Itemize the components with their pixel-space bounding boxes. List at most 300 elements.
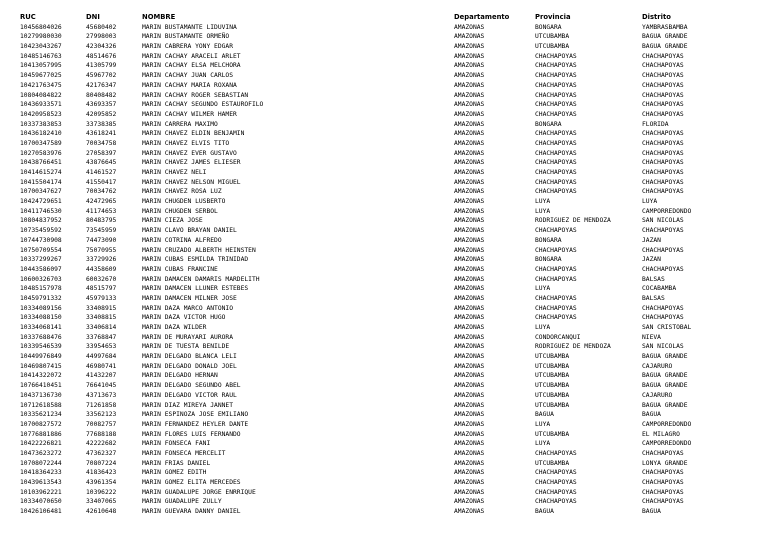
table-row — [20, 255, 760, 265]
distrito-cell: JAZAN — [642, 236, 661, 244]
ruc-cell: 10459791332 — [20, 294, 62, 302]
distrito-cell: FLORIDA — [642, 120, 669, 128]
distrito-cell: CHACHAPOYAS — [642, 265, 684, 273]
distrito-cell: BAGUA — [642, 411, 661, 419]
nombre-cell: MARIN BUSTAMANTE ORMEÑO — [142, 33, 230, 41]
nombre-cell: MARIN DAMACEN DAMARIS MARDELITH — [142, 275, 260, 283]
dni-cell: 43961354 — [86, 479, 117, 486]
departamento-cell: AMAZONAS — [454, 324, 485, 331]
ruc-cell: 10804084822 — [20, 91, 62, 99]
table-row — [20, 52, 760, 62]
dni-cell: 33954653 — [86, 343, 117, 351]
nombre-cell: MARIN DAMACEN MILNER JOSE — [142, 294, 237, 302]
dni-cell: 46980741 — [86, 362, 117, 370]
provincia-cell: CHACHAPOYAS — [535, 110, 577, 118]
provincia-cell: UTCUBAMBA — [535, 391, 570, 399]
provincia-cell: CHACHAPOYAS — [535, 265, 577, 273]
nombre-cell: MARIN CHUGDEN LUSBERTO — [142, 198, 226, 206]
dni-cell: 44358609 — [86, 265, 117, 273]
ruc-cell: 10436182410 — [20, 130, 62, 138]
ruc-cell: 10414615274 — [20, 169, 62, 176]
nombre-cell: MARIN CHAVEZ ELDIN BENJAMIN — [142, 130, 245, 138]
dni-cell: 76641045 — [86, 382, 117, 390]
ruc-cell: 10270583976 — [20, 149, 62, 157]
provincia-cell: CHACHAPOYAS — [535, 169, 577, 176]
dni-cell: 45680402 — [86, 23, 117, 31]
provincia-cell: UTCUBAMBA — [535, 33, 570, 41]
dni-cell: 70034762 — [86, 188, 117, 196]
departamento-cell: AMAZONAS — [454, 188, 485, 196]
provincia-cell: CHACHAPOYAS — [535, 304, 577, 312]
distrito-cell: CHACHAPOYAS — [642, 110, 684, 118]
dni-cell: 43876645 — [86, 159, 117, 167]
distrito-cell: CHACHAPOYAS — [642, 246, 684, 254]
provincia-cell: UTCUBAMBA — [535, 382, 570, 390]
dni-cell: 75070955 — [86, 246, 117, 254]
departamento-cell: AMAZONAS — [454, 314, 485, 322]
table-row — [20, 410, 760, 420]
dni-cell: 80483795 — [86, 217, 117, 225]
provincia-cell: LUYA — [535, 207, 551, 215]
nombre-cell: MARIN GUADALUPE JORGE ENRRIQUE — [142, 488, 256, 496]
departamento-cell: AMAZONAS — [454, 479, 485, 486]
provincia-cell: CHACHAPOYAS — [535, 62, 577, 70]
ruc-cell: 10700827572 — [20, 420, 62, 428]
distrito-cell: CHACHAPOYAS — [642, 81, 684, 89]
departamento-cell: AMAZONAS — [454, 33, 485, 41]
table-row — [20, 100, 760, 110]
distrito-cell: CHACHAPOYAS — [642, 188, 684, 196]
departamento-cell: AMAZONAS — [454, 62, 485, 70]
provincia-cell: CHACHAPOYAS — [535, 275, 577, 283]
dni-cell: 42304326 — [86, 43, 117, 51]
distrito-cell: CHACHAPOYAS — [642, 101, 684, 109]
distrito-cell: CAMPORREDONDO — [642, 420, 692, 428]
provincia-cell: UTCUBAMBA — [535, 372, 570, 380]
ruc-cell: 10337688476 — [20, 333, 62, 341]
departamento-cell: AMAZONAS — [454, 294, 485, 302]
distrito-cell: CHACHAPOYAS — [642, 62, 684, 70]
departamento-cell: AMAZONAS — [454, 440, 485, 448]
nombre-cell: MARIN COTRINA ALFREDO — [142, 236, 222, 244]
dni-cell: 77688188 — [86, 430, 117, 438]
ruc-cell: 10485157978 — [20, 285, 62, 293]
departamento-cell: AMAZONAS — [454, 130, 485, 138]
nombre-cell: MARIN DELGADO DONALD JOEL — [142, 362, 237, 370]
departamento-cell: AMAZONAS — [454, 246, 485, 254]
table-row — [20, 197, 760, 207]
dni-cell: 27058397 — [86, 149, 117, 157]
table-row — [20, 139, 760, 149]
dni-cell: 60032670 — [86, 275, 117, 283]
distrito-cell: JAZAN — [642, 256, 661, 264]
ruc-cell: 10423043267 — [20, 43, 62, 51]
table-row — [20, 187, 760, 197]
departamento-cell: AMAZONAS — [454, 198, 485, 206]
departamento-cell: AMAZONAS — [454, 227, 485, 235]
ruc-cell: 10279980030 — [20, 33, 62, 41]
records-table — [20, 13, 760, 517]
departamento-cell: AMAZONAS — [454, 43, 485, 51]
dni-cell: 42610648 — [86, 508, 117, 516]
departamento-cell: AMAZONAS — [454, 256, 485, 264]
departamento-cell: AMAZONAS — [454, 120, 485, 128]
provincia-cell: UTCUBAMBA — [535, 362, 570, 370]
table-row — [20, 342, 760, 352]
provincia-cell: CHACHAPOYAS — [535, 149, 577, 157]
table-row — [20, 401, 760, 411]
departamento-cell: AMAZONAS — [454, 343, 485, 351]
departamento-cell: AMAZONAS — [454, 81, 485, 89]
provincia-cell: RODRIGUEZ DE MENDOZA — [535, 217, 611, 225]
departamento-cell: AMAZONAS — [454, 139, 485, 147]
ruc-cell: 10708072244 — [20, 459, 62, 467]
table-row — [20, 71, 760, 81]
dni-cell: 80408482 — [86, 91, 117, 99]
provincia-cell: CHACHAPOYAS — [535, 159, 577, 167]
nombre-cell: MARIN FLORES LUIS FERNANDO — [142, 430, 241, 438]
departamento-cell: AMAZONAS — [454, 275, 485, 283]
departamento-cell: AMAZONAS — [454, 411, 485, 419]
ruc-cell: 10750709554 — [20, 246, 62, 254]
distrito-cell: NIEVA — [642, 333, 661, 341]
nombre-cell: MARIN CACHAY ELSA MELCHORA — [142, 62, 241, 70]
ruc-cell: 10334068141 — [20, 324, 62, 331]
provincia-cell: UTCUBAMBA — [535, 459, 570, 467]
table-row — [20, 284, 760, 294]
table-row — [20, 478, 760, 488]
dni-cell: 41305799 — [86, 62, 117, 70]
distrito-cell: EL MILAGRO — [642, 430, 680, 438]
table-row — [20, 226, 760, 236]
provincia-cell: BAGUA — [535, 411, 554, 419]
distrito-cell: SAN CRISTOBAL — [642, 324, 692, 331]
distrito-cell: CHACHAPOYAS — [642, 149, 684, 157]
ruc-cell: 10411746530 — [20, 207, 62, 215]
table-row — [20, 371, 760, 381]
header-ruc: RUC — [20, 13, 36, 21]
ruc-cell: 10700347589 — [20, 139, 62, 147]
nombre-cell: MARIN DAZA MARCO ANTONIO — [142, 304, 233, 312]
distrito-cell: CAMPORREDONDO — [642, 440, 692, 448]
nombre-cell: MARIN CHAVEZ ELVIS TITO — [142, 139, 230, 147]
dni-cell: 27998003 — [86, 33, 117, 41]
provincia-cell: BONGARA — [535, 256, 562, 264]
distrito-cell: BAGUA GRANDE — [642, 43, 688, 51]
distrito-cell: BAGUA GRANDE — [642, 33, 688, 41]
ruc-cell: 10436933571 — [20, 101, 62, 109]
departamento-cell: AMAZONAS — [454, 382, 485, 390]
provincia-cell: BONGARA — [535, 120, 562, 128]
ruc-cell: 10337299267 — [20, 256, 62, 264]
nombre-cell: MARIN FRIAS DANIEL — [142, 459, 211, 467]
dni-cell: 41461527 — [86, 169, 117, 176]
table-row — [20, 439, 760, 449]
distrito-cell: SAN NICOLAS — [642, 217, 684, 225]
ruc-cell: 10420958523 — [20, 110, 62, 118]
table-row — [20, 294, 760, 304]
provincia-cell: UTCUBAMBA — [535, 401, 570, 409]
table-row — [20, 275, 760, 285]
dni-cell: 33562123 — [86, 411, 117, 419]
ruc-cell: 10414322072 — [20, 372, 62, 380]
distrito-cell: CHACHAPOYAS — [642, 178, 684, 186]
provincia-cell: CONDORCANQUI — [535, 333, 581, 341]
distrito-cell: BAGUA — [642, 508, 661, 516]
nombre-cell: MARIN FERNANDEZ HEYLER DANTE — [142, 420, 249, 428]
nombre-cell: MARIN CHAVEZ JAMES ELIESER — [142, 159, 241, 167]
ruc-cell: 10426106481 — [20, 508, 62, 516]
table-row — [20, 32, 760, 42]
table-row — [20, 149, 760, 159]
departamento-cell: AMAZONAS — [454, 101, 485, 109]
nombre-cell: MARIN BUSTAMANTE LIDUVINA — [142, 23, 237, 31]
ruc-cell: 10456804026 — [20, 23, 62, 31]
ruc-cell: 10335621234 — [20, 411, 62, 419]
nombre-cell: MARIN CABRERA YONY EDGAR — [142, 43, 233, 51]
ruc-cell: 10103962221 — [20, 488, 62, 496]
dni-cell: 73545959 — [86, 227, 117, 235]
distrito-cell: CHACHAPOYAS — [642, 469, 684, 477]
table-row — [20, 352, 760, 362]
dni-cell: 43618241 — [86, 130, 117, 138]
table-row — [20, 488, 760, 498]
distrito-cell: CHACHAPOYAS — [642, 91, 684, 99]
provincia-cell: CHACHAPOYAS — [535, 227, 577, 235]
departamento-cell: AMAZONAS — [454, 236, 485, 244]
table-row — [20, 61, 760, 71]
nombre-cell: MARIN CUBAS ESMILDA TRINIDAD — [142, 256, 249, 264]
dni-cell: 33408815 — [86, 314, 117, 322]
dni-cell: 42176347 — [86, 81, 117, 89]
ruc-cell: 10744730908 — [20, 236, 62, 244]
header-distrito: Distrito — [642, 13, 671, 21]
departamento-cell: AMAZONAS — [454, 110, 485, 118]
ruc-cell: 10485146763 — [20, 52, 62, 60]
nombre-cell: MARIN CIEZA JOSE — [142, 217, 203, 225]
departamento-cell: AMAZONAS — [454, 149, 485, 157]
departamento-cell: AMAZONAS — [454, 420, 485, 428]
ruc-cell: 10804837952 — [20, 217, 62, 225]
departamento-cell: AMAZONAS — [454, 207, 485, 215]
dni-cell: 10396222 — [86, 488, 117, 496]
ruc-cell: 10449976849 — [20, 353, 62, 361]
departamento-cell: AMAZONAS — [454, 72, 485, 80]
table-row — [20, 110, 760, 120]
provincia-cell: CHACHAPOYAS — [535, 294, 577, 302]
distrito-cell: BALSAS — [642, 275, 665, 283]
provincia-cell: LUYA — [535, 440, 551, 448]
provincia-cell: CHACHAPOYAS — [535, 101, 577, 109]
ruc-cell: 10415504174 — [20, 178, 62, 186]
dni-cell: 48515797 — [86, 285, 117, 293]
provincia-cell: CHACHAPOYAS — [535, 178, 577, 186]
provincia-cell: CHACHAPOYAS — [535, 498, 577, 506]
header-departamento: Departamento — [454, 13, 510, 21]
nombre-cell: MARIN CHAVEZ NELSON MIGUEL — [142, 178, 241, 186]
departamento-cell: AMAZONAS — [454, 23, 485, 31]
dni-cell: 33407065 — [86, 498, 117, 506]
nombre-cell: MARIN DIAZ MIREYA JANNET — [142, 401, 233, 409]
table-row — [20, 381, 760, 391]
ruc-cell: 10337383853 — [20, 120, 62, 128]
dni-cell: 41432207 — [86, 372, 117, 380]
distrito-cell: BAGUA GRANDE — [642, 382, 688, 390]
nombre-cell: MARIN CHAVEZ NELI — [142, 169, 207, 176]
provincia-cell: CHACHAPOYAS — [535, 479, 577, 486]
ruc-cell: 10334070650 — [20, 498, 62, 506]
header-dni: DNI — [86, 13, 100, 21]
dni-cell: 33738385 — [86, 120, 117, 128]
provincia-cell: UTCUBAMBA — [535, 353, 570, 361]
table-row — [20, 459, 760, 469]
distrito-cell: YAMBRASBAMBA — [642, 23, 688, 31]
table-row — [20, 304, 760, 314]
departamento-cell: AMAZONAS — [454, 52, 485, 60]
ruc-cell: 10439613543 — [20, 479, 62, 486]
distrito-cell: LONYA GRANDE — [642, 459, 688, 467]
nombre-cell: MARIN CRUZADO ALBERTH HEINSTEN — [142, 246, 256, 254]
table-row — [20, 497, 760, 507]
dni-cell: 44997684 — [86, 353, 117, 361]
distrito-cell: CHACHAPOYAS — [642, 304, 684, 312]
departamento-cell: AMAZONAS — [454, 159, 485, 167]
nombre-cell: MARIN DAMACEN LLUNER ESTEBES — [142, 285, 249, 293]
dni-cell: 41836423 — [86, 469, 117, 477]
provincia-cell: RODRIGUEZ DE MENDOZA — [535, 343, 611, 351]
table-row — [20, 129, 760, 139]
provincia-cell: LUYA — [535, 324, 551, 331]
ruc-cell: 10438766451 — [20, 159, 62, 167]
dni-cell: 74473090 — [86, 236, 117, 244]
provincia-cell: BAGUA — [535, 508, 554, 516]
nombre-cell: MARIN CARRERA MAXIMO — [142, 120, 218, 128]
distrito-cell: BALSAS — [642, 294, 665, 302]
table-row — [20, 168, 760, 178]
distrito-cell: CAJARURO — [642, 391, 673, 399]
nombre-cell: MARIN DE MURAYARI AURORA — [142, 333, 233, 341]
distrito-cell: CAMPORREDONDO — [642, 207, 692, 215]
dni-cell: 33768847 — [86, 333, 117, 341]
dni-cell: 47362327 — [86, 449, 117, 457]
nombre-cell: MARIN ESPINOZA JOSE EMILIANO — [142, 411, 249, 419]
departamento-cell: AMAZONAS — [454, 304, 485, 312]
dni-cell: 33729926 — [86, 256, 117, 264]
table-row — [20, 449, 760, 459]
distrito-cell: CHACHAPOYAS — [642, 449, 684, 457]
nombre-cell: MARIN GOMEZ EDITH — [142, 469, 207, 477]
header-row — [20, 13, 760, 23]
provincia-cell: CHACHAPOYAS — [535, 139, 577, 147]
ruc-cell: 10473623272 — [20, 449, 62, 457]
dni-cell: 70034758 — [86, 139, 117, 147]
departamento-cell: AMAZONAS — [454, 217, 485, 225]
provincia-cell: BONGARA — [535, 23, 562, 31]
departamento-cell: AMAZONAS — [454, 265, 485, 273]
dni-cell: 70082757 — [86, 420, 117, 428]
nombre-cell: MARIN CHAVEZ ROSA LUZ — [142, 188, 222, 196]
distrito-cell: COCABAMBA — [642, 285, 677, 293]
nombre-cell: MARIN CUBAS FRANCINE — [142, 265, 218, 273]
table-row — [20, 468, 760, 478]
distrito-cell: CHACHAPOYAS — [642, 169, 684, 176]
provincia-cell: LUYA — [535, 198, 551, 206]
table-row — [20, 333, 760, 343]
dni-cell: 71261858 — [86, 401, 117, 409]
nombre-cell: MARIN CACHAY JUAN CARLOS — [142, 72, 233, 80]
departamento-cell: AMAZONAS — [454, 353, 485, 361]
provincia-cell: CHACHAPOYAS — [535, 449, 577, 457]
nombre-cell: MARIN CACHAY ARACELI ARLET — [142, 52, 241, 60]
ruc-cell: 10418364233 — [20, 469, 62, 477]
distrito-cell: CHACHAPOYAS — [642, 72, 684, 80]
departamento-cell: AMAZONAS — [454, 469, 485, 477]
dni-cell: 43693357 — [86, 101, 117, 109]
distrito-cell: BAGUA GRANDE — [642, 353, 688, 361]
ruc-cell: 10735459592 — [20, 227, 62, 235]
table-row — [20, 23, 760, 33]
ruc-cell: 10422226821 — [20, 440, 62, 448]
provincia-cell: CHACHAPOYAS — [535, 188, 577, 196]
provincia-cell: CHACHAPOYAS — [535, 469, 577, 477]
distrito-cell: CHACHAPOYAS — [642, 159, 684, 167]
provincia-cell: BONGARA — [535, 236, 562, 244]
dni-cell: 41174653 — [86, 207, 117, 215]
table-row — [20, 81, 760, 91]
departamento-cell: AMAZONAS — [454, 391, 485, 399]
header-provincia: Provincia — [535, 13, 571, 21]
dni-cell: 45967702 — [86, 72, 117, 80]
nombre-cell: MARIN CHUGDEN SERBOL — [142, 207, 218, 215]
provincia-cell: CHACHAPOYAS — [535, 52, 577, 60]
ruc-cell: 10700347627 — [20, 188, 62, 196]
ruc-cell: 10334088150 — [20, 314, 62, 322]
nombre-cell: MARIN CACHAY WILMER HAMER — [142, 110, 237, 118]
header-nombre: NOMBRE — [142, 13, 176, 21]
nombre-cell: MARIN GOMEZ ELITA MERCEDES — [142, 479, 241, 486]
table-row — [20, 216, 760, 226]
departamento-cell: AMAZONAS — [454, 333, 485, 341]
dni-cell: 33406814 — [86, 324, 117, 331]
provincia-cell: LUYA — [535, 420, 551, 428]
nombre-cell: MARIN GUADALUPE ZULLY — [142, 498, 222, 506]
ruc-cell: 10334089156 — [20, 304, 62, 312]
distrito-cell: SAN NICOLAS — [642, 343, 684, 351]
provincia-cell: UTCUBAMBA — [535, 43, 570, 51]
departamento-cell: AMAZONAS — [454, 508, 485, 516]
departamento-cell: AMAZONAS — [454, 372, 485, 380]
table-row — [20, 158, 760, 168]
table-row — [20, 430, 760, 440]
ruc-cell: 10600326703 — [20, 275, 62, 283]
nombre-cell: MARIN CHAVEZ EVER GUSTAVO — [142, 149, 237, 157]
dni-cell: 48514676 — [86, 52, 117, 60]
nombre-cell: MARIN CACHAY ROGER SEBASTIAN — [142, 91, 249, 99]
ruc-cell: 10424729651 — [20, 198, 62, 206]
table-row — [20, 265, 760, 275]
provincia-cell: LUYA — [535, 285, 551, 293]
departamento-cell: AMAZONAS — [454, 459, 485, 467]
departamento-cell: AMAZONAS — [454, 430, 485, 438]
nombre-cell: MARIN GUEVARA DANNY DANIEL — [142, 508, 241, 516]
nombre-cell: MARIN DELGADO BLANCA LELI — [142, 353, 237, 361]
distrito-cell: CHACHAPOYAS — [642, 498, 684, 506]
nombre-cell: MARIN DELGADO SEGUNDO ABEL — [142, 382, 241, 390]
dni-cell: 41550417 — [86, 178, 117, 186]
ruc-cell: 10443586097 — [20, 265, 62, 273]
ruc-cell: 10469807415 — [20, 362, 62, 370]
distrito-cell: CHACHAPOYAS — [642, 139, 684, 147]
